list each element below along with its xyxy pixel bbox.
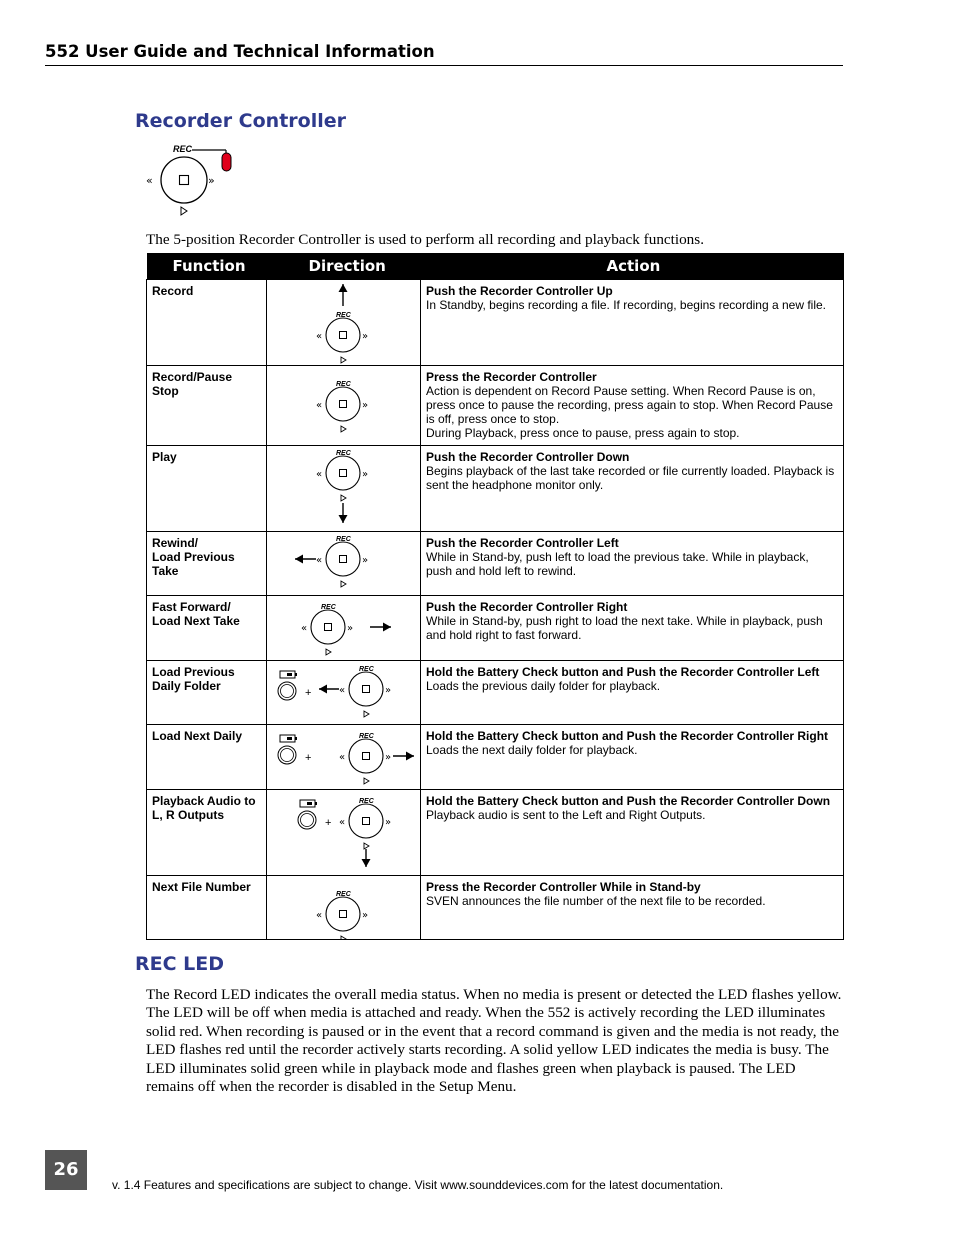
- table-row: [147, 876, 844, 940]
- svg-text:REC: REC: [359, 666, 374, 673]
- recorder-controller-illustration: [140, 140, 240, 220]
- function-label: Load Previous Daily Folder: [152, 665, 235, 693]
- table-row: [147, 725, 844, 790]
- header-title: 552 User Guide and Technical Information: [45, 42, 435, 61]
- rec-label: REC: [173, 144, 193, 154]
- action-cell: [421, 661, 844, 725]
- function-label: Play: [152, 450, 177, 464]
- recorder-controller-icon: [301, 604, 353, 655]
- table-row: [147, 661, 844, 725]
- svg-text:«: «: [316, 400, 323, 411]
- recorder-controller-icon: [316, 450, 368, 501]
- direction-cell: [267, 446, 421, 532]
- action-title: Push the Recorder Controller Left: [426, 536, 619, 550]
- svg-text:«: «: [301, 623, 308, 634]
- svg-text:«: «: [316, 331, 323, 342]
- battery-check-button-icon: [278, 671, 297, 700]
- svg-text:REC: REC: [359, 733, 374, 740]
- action-description: While in Stand-by, push right to load the next take. While in playback, push and hold right to fast forward.: [426, 614, 823, 642]
- action-description: Begins playback of the last take recorded or file currently loaded. Playback is sent the headphone monitor only.: [426, 464, 835, 492]
- direction-diagram-battery-left: [267, 661, 420, 725]
- action-cell: [421, 725, 844, 790]
- svg-text:REC: REC: [336, 891, 351, 898]
- direction-cell: [267, 280, 421, 366]
- function-label: Record: [152, 284, 194, 298]
- action-title: Press the Recorder Controller While in Stand-by: [426, 880, 701, 894]
- battery-check-button-icon: [278, 735, 297, 764]
- direction-cell: [267, 532, 421, 596]
- action-description: Action is dependent on Record Pause setting. When Record Pause is on, press once to pause the recording, press again to stop. When Record Pause is off, press once to stop. During Playback, press once to pause, press again to stop.: [426, 384, 833, 440]
- rec-led-icon: [222, 153, 231, 171]
- direction-diagram-battery-right: [267, 725, 420, 790]
- header-action: Action: [421, 253, 844, 280]
- function-cell: [147, 661, 267, 725]
- action-cell: [421, 876, 844, 940]
- table-row: [147, 280, 844, 366]
- svg-text:REC: REC: [336, 450, 351, 457]
- action-title: Press the Recorder Controller: [426, 370, 597, 384]
- direction-cell: [267, 725, 421, 790]
- svg-text:«: «: [316, 910, 323, 921]
- action-cell: [421, 790, 844, 876]
- plus-sign: +: [305, 752, 312, 764]
- rec-led-heading: REC LED: [135, 953, 225, 975]
- svg-text:»: »: [362, 400, 369, 411]
- table-row: [147, 366, 844, 446]
- function-cell: [147, 532, 267, 596]
- svg-text:»: »: [347, 623, 354, 634]
- table-row: [147, 446, 844, 532]
- rewind-chevron-icon: «: [146, 174, 153, 187]
- table-row: [147, 532, 844, 596]
- action-cell: [421, 596, 844, 661]
- recorder-controller-icon: [316, 891, 368, 940]
- direction-cell: [267, 790, 421, 876]
- svg-text:»: »: [362, 469, 369, 480]
- function-cell: [147, 366, 267, 446]
- svg-text:REC: REC: [336, 312, 351, 319]
- action-description: Playback audio is sent to the Left and Right Outputs.: [426, 808, 706, 822]
- plus-sign: +: [305, 687, 312, 699]
- play-triangle-icon: [181, 207, 187, 215]
- svg-text:»: »: [385, 752, 392, 763]
- svg-text:»: »: [385, 817, 392, 828]
- recorder-controller-icon: [316, 312, 368, 363]
- function-label: Playback Audio to L, R Outputs: [152, 794, 256, 822]
- action-cell: [421, 446, 844, 532]
- page-header: [45, 41, 843, 66]
- function-label: Record/Pause Stop: [152, 370, 233, 398]
- plus-sign: +: [325, 817, 332, 829]
- svg-text:«: «: [316, 555, 323, 566]
- direction-diagram-right: [267, 596, 420, 661]
- direction-diagram-press: [267, 876, 420, 940]
- action-description: While in Stand-by, push left to load the previous take. While in playback, push and hold left to rewind.: [426, 550, 809, 578]
- table-row: [147, 596, 844, 661]
- action-title: Hold the Battery Check button and Push the Recorder Controller Right: [426, 729, 829, 743]
- action-title: Push the Recorder Controller Right: [426, 600, 628, 614]
- table-header-row: [147, 253, 844, 280]
- action-cell: [421, 280, 844, 366]
- direction-diagram-press: [267, 366, 420, 446]
- function-cell: [147, 725, 267, 790]
- battery-check-button-icon: [298, 800, 317, 829]
- function-cell: [147, 280, 267, 366]
- function-cell: [147, 446, 267, 532]
- svg-text:REC: REC: [321, 604, 336, 611]
- direction-cell: [267, 366, 421, 446]
- svg-text:«: «: [316, 469, 323, 480]
- action-cell: [421, 366, 844, 446]
- recorder-controller-icon: [339, 798, 391, 849]
- header-direction: Direction: [267, 253, 421, 280]
- function-label: Load Next Daily: [152, 729, 243, 743]
- function-label: Fast Forward/ Load Next Take: [152, 600, 240, 628]
- recorder-controller-icon: [339, 733, 391, 784]
- function-cell: [147, 790, 267, 876]
- svg-text:REC: REC: [336, 381, 351, 388]
- recorder-controller-heading: Recorder Controller: [135, 110, 346, 132]
- action-description: Loads the previous daily folder for playback.: [426, 679, 661, 693]
- action-description: In Standby, begins recording a file. If recording, begins recording a new file.: [426, 298, 827, 312]
- svg-text:»: »: [362, 910, 369, 921]
- svg-text:REC: REC: [336, 536, 351, 543]
- function-label: Rewind/ Load Previous Take: [152, 536, 235, 578]
- function-table: [146, 253, 844, 940]
- action-description: Loads the next daily folder for playback.: [426, 743, 638, 757]
- action-cell: [421, 532, 844, 596]
- direction-cell: [267, 661, 421, 725]
- direction-diagram-down: [267, 446, 420, 532]
- direction-cell: [267, 596, 421, 661]
- svg-text:»: »: [385, 685, 392, 696]
- svg-text:«: «: [339, 752, 346, 763]
- page-footer: v. 1.4 Features and specifications are subject to change. Visit www.sounddevices.com for the latest documentation.: [112, 1178, 724, 1192]
- svg-text:«: «: [339, 685, 346, 696]
- forward-chevron-icon: »: [208, 174, 215, 187]
- direction-diagram-left: [267, 532, 420, 596]
- action-title: Push the Recorder Controller Down: [426, 450, 630, 464]
- direction-diagram-battery-down: [267, 790, 420, 876]
- action-title: Hold the Battery Check button and Push the Recorder Controller Left: [426, 665, 820, 679]
- function-cell: [147, 876, 267, 940]
- svg-text:REC: REC: [359, 798, 374, 805]
- svg-text:»: »: [362, 331, 369, 342]
- action-title: Hold the Battery Check button and Push the Recorder Controller Down: [426, 794, 831, 808]
- recorder-controller-icon: [316, 381, 368, 432]
- rec-led-paragraph: The Record LED indicates the overall media status. When no media is present or detected the LED flashes yellow. The LED will be off when media is attached and ready. When the 552 is actively recording the LED illuminates solid red. When recording is paused or in the event that a record command is given and the media is not ready, the LED flashes red until the recorder actively starts recording. A solid yellow LED indicates the media is busy. The LED illuminates solid green while in playback mode and flashes green when playback is paused. The LED remains off when the recorder is disabled in the Setup Menu.: [146, 986, 842, 1096]
- header-function: Function: [147, 253, 267, 280]
- svg-text:»: »: [362, 555, 369, 566]
- direction-cell: [267, 876, 421, 940]
- direction-diagram-up: [267, 280, 420, 366]
- action-title: Push the Recorder Controller Up: [426, 284, 613, 298]
- function-label: Next File Number: [152, 880, 251, 894]
- action-description: SVEN announces the file number of the next file to be recorded.: [426, 894, 766, 908]
- recorder-controller-icon: [316, 536, 368, 587]
- table-row: [147, 790, 844, 876]
- recorder-controller-icon: [339, 666, 391, 717]
- function-cell: [147, 596, 267, 661]
- intro-text: The 5-position Recorder Controller is used to perform all recording and playback functions.: [146, 231, 704, 248]
- svg-text:«: «: [339, 817, 346, 828]
- page-number: 26: [45, 1150, 87, 1190]
